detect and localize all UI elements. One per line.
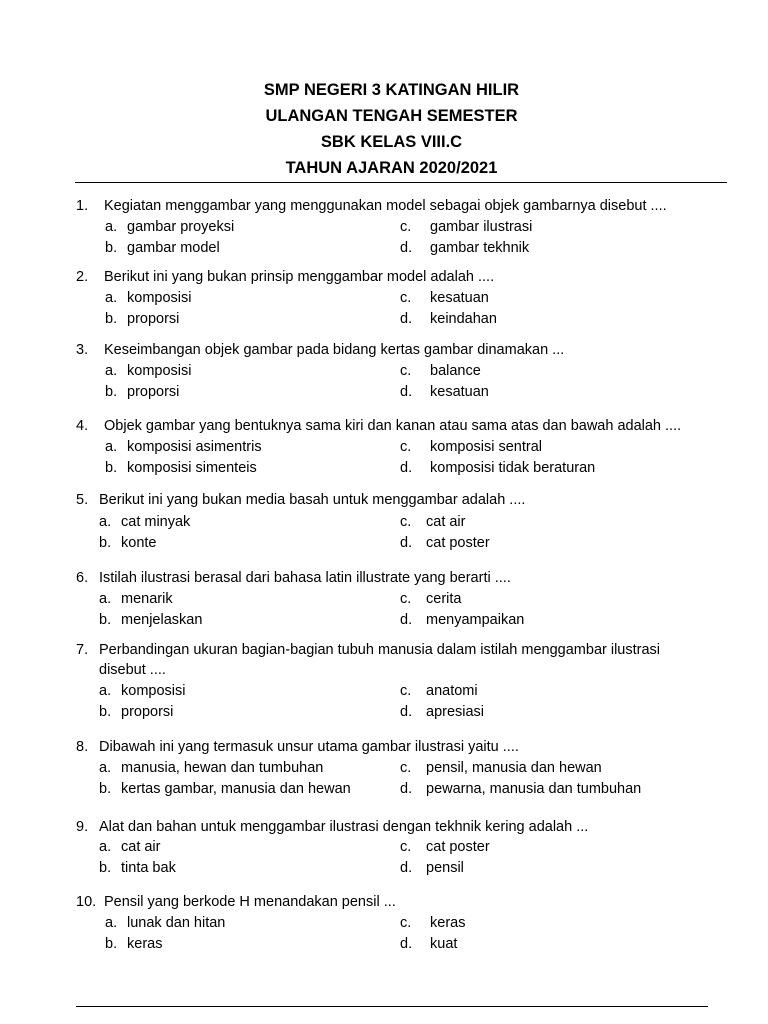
option-text: keras (127, 936, 163, 952)
worksheet-header (0, 77, 768, 181)
option-text: proporsi (127, 384, 180, 400)
answer-option-c (400, 913, 465, 933)
question-number: 1. (76, 198, 89, 214)
answer-option-a (105, 437, 262, 457)
option-text: kesatuan (430, 290, 489, 306)
question-number: 9. (76, 819, 89, 835)
option-text: kesatuan (430, 384, 489, 400)
answer-option-a (105, 361, 191, 381)
option-text: cat minyak (121, 514, 191, 530)
header-divider (75, 182, 727, 183)
answer-option-d (400, 610, 524, 630)
option-text: proporsi (127, 311, 180, 327)
option-letter: d. (400, 781, 413, 797)
option-letter: c. (400, 219, 412, 235)
school-name: SMP NEGERI 3 KATINGAN HILIR (263, 81, 520, 99)
question-number: 5. (76, 492, 89, 508)
option-letter: d. (400, 311, 413, 327)
answer-option-a (99, 758, 323, 778)
option-letter: c. (400, 290, 412, 306)
option-letter: d. (400, 860, 413, 876)
answer-option-c (400, 837, 490, 857)
option-letter: c. (400, 514, 412, 530)
question-text: Berikut ini yang bukan media basah untuk menggambar adalah .... (99, 492, 526, 508)
option-text: komposisi (127, 363, 192, 379)
option-text: kertas gambar, manusia dan hewan (121, 781, 351, 797)
option-letter: d. (400, 936, 413, 952)
answer-option-b (99, 779, 351, 799)
option-text: proporsi (121, 704, 174, 720)
option-text: menarik (121, 591, 173, 607)
option-letter: b. (99, 612, 112, 628)
question-text: Kegiatan menggambar yang menggunakan model sebagai objek gambarnya disebut .... (104, 198, 667, 214)
question-text: Pensil yang berkode H menandakan pensil ... (104, 894, 396, 910)
option-letter: c. (400, 760, 412, 776)
option-text: keindahan (430, 311, 497, 327)
question-text: Keseimbangan objek gambar pada bidang kertas gambar dinamakan ... (104, 342, 565, 358)
option-text: keras (430, 915, 466, 931)
option-text: lunak dan hitan (127, 915, 226, 931)
option-text: anatomi (426, 683, 478, 699)
option-text: gambar tekhnik (430, 240, 530, 256)
answer-option-c (400, 589, 461, 609)
option-letter: a. (99, 760, 112, 776)
question-number: 6. (76, 570, 89, 586)
question-text: Alat dan bahan untuk menggambar ilustrasi dengan tekhnik kering adalah ... (99, 819, 589, 835)
answer-option-d (400, 309, 497, 329)
option-text: cerita (426, 591, 462, 607)
answer-option-c (400, 512, 466, 532)
answer-option-a (105, 288, 191, 308)
answer-option-d (400, 458, 595, 478)
option-letter: a. (99, 683, 112, 699)
answer-option-b (105, 382, 179, 402)
answer-option-c (400, 437, 542, 457)
answer-option-d (400, 858, 464, 878)
option-text: balance (430, 363, 481, 379)
answer-option-a (99, 681, 185, 701)
answer-option-d (400, 702, 484, 722)
option-letter: d. (400, 704, 413, 720)
option-letter: c. (400, 683, 412, 699)
answer-option-b (105, 458, 257, 478)
option-letter: a. (105, 290, 118, 306)
answer-option-c (400, 361, 481, 381)
option-letter: c. (400, 915, 412, 931)
answer-option-d (400, 779, 641, 799)
option-text: konte (121, 535, 157, 551)
option-text: manusia, hewan dan tumbuhan (121, 760, 324, 776)
question-text: Dibawah ini yang termasuk unsur utama gambar ilustrasi yaitu .... (99, 739, 519, 755)
option-letter: b. (105, 460, 118, 476)
option-letter: b. (105, 240, 118, 256)
answer-option-c (400, 758, 602, 778)
option-letter: d. (400, 384, 413, 400)
option-letter: d. (400, 535, 413, 551)
option-text: cat air (121, 839, 161, 855)
option-text: komposisi sentral (430, 439, 543, 455)
answer-option-b (105, 309, 179, 329)
answer-option-d (400, 238, 529, 258)
option-text: kuat (430, 936, 458, 952)
option-letter: c. (400, 839, 412, 855)
answer-option-b (99, 533, 156, 553)
option-letter: c. (400, 363, 412, 379)
option-text: pensil, manusia dan hewan (426, 760, 602, 776)
option-letter: d. (400, 240, 413, 256)
answer-option-b (99, 702, 173, 722)
question-number: 8. (76, 739, 89, 755)
footer-divider (76, 1006, 708, 1007)
option-letter: b. (105, 311, 118, 327)
option-text: gambar ilustrasi (430, 219, 533, 235)
option-text: komposisi simenteis (127, 460, 257, 476)
question-number: 4. (76, 418, 89, 434)
class-label: SBK KELAS VIII.C (320, 133, 463, 151)
option-letter: a. (105, 915, 118, 931)
option-letter: a. (99, 591, 112, 607)
answer-option-d (400, 934, 457, 954)
option-letter: b. (105, 384, 118, 400)
academic-year: TAHUN AJARAN 2020/2021 (285, 159, 498, 177)
option-text: apresiasi (426, 704, 485, 720)
option-letter: b. (105, 936, 118, 952)
option-letter: a. (99, 514, 112, 530)
option-text: pewarna, manusia dan tumbuhan (426, 781, 642, 797)
question-number: 3. (76, 342, 89, 358)
answer-option-b (99, 610, 202, 630)
option-text: menjelaskan (121, 612, 203, 628)
question-text: Berikut ini yang bukan prinsip menggambar model adalah .... (104, 269, 495, 285)
option-text: cat poster (426, 535, 490, 551)
answer-option-a (105, 913, 225, 933)
answer-option-b (99, 858, 176, 878)
option-letter: b. (99, 704, 112, 720)
option-text: gambar proyeksi (127, 219, 235, 235)
option-text: cat air (426, 514, 466, 530)
option-letter: a. (105, 219, 118, 235)
answer-option-a (99, 512, 190, 532)
answer-option-c (400, 217, 532, 237)
option-text: pensil (426, 860, 464, 876)
option-letter: c. (400, 591, 412, 607)
option-letter: a. (105, 363, 118, 379)
question-number: 2. (76, 269, 89, 285)
answer-option-d (400, 382, 489, 402)
answer-option-a (99, 589, 173, 609)
option-letter: b. (99, 535, 112, 551)
answer-option-d (400, 533, 490, 553)
option-text: gambar model (127, 240, 220, 256)
option-letter: b. (99, 860, 112, 876)
option-text: komposisi tidak beraturan (430, 460, 596, 476)
answer-option-a (105, 217, 234, 237)
option-text: tinta bak (121, 860, 176, 876)
option-text: komposisi (127, 290, 192, 306)
question-text: Istilah ilustrasi berasal dari bahasa latin illustrate yang berarti .... (99, 570, 511, 586)
option-letter: a. (105, 439, 118, 455)
question-number: 7. (76, 642, 89, 658)
option-letter: a. (99, 839, 112, 855)
question-number: 10. (76, 894, 97, 910)
exam-title: ULANGAN TENGAH SEMESTER (265, 107, 518, 125)
option-text: cat poster (426, 839, 490, 855)
option-text: komposisi (121, 683, 186, 699)
option-letter: d. (400, 460, 413, 476)
option-text: komposisi asimentris (127, 439, 262, 455)
question-text: Objek gambar yang bentuknya sama kiri dan kanan atau sama atas dan bawah adalah .... (104, 418, 682, 434)
option-letter: b. (99, 781, 112, 797)
answer-option-b (105, 934, 162, 954)
answer-option-b (105, 238, 220, 258)
question-text: Perbandingan ukuran bagian-bagian tubuh manusia dalam istilah menggambar ilustrasi disebut .... (99, 642, 661, 678)
answer-option-c (400, 681, 478, 701)
answer-option-c (400, 288, 489, 308)
answer-option-a (99, 837, 161, 857)
option-letter: c. (400, 439, 412, 455)
option-letter: d. (400, 612, 413, 628)
option-text: menyampaikan (426, 612, 525, 628)
